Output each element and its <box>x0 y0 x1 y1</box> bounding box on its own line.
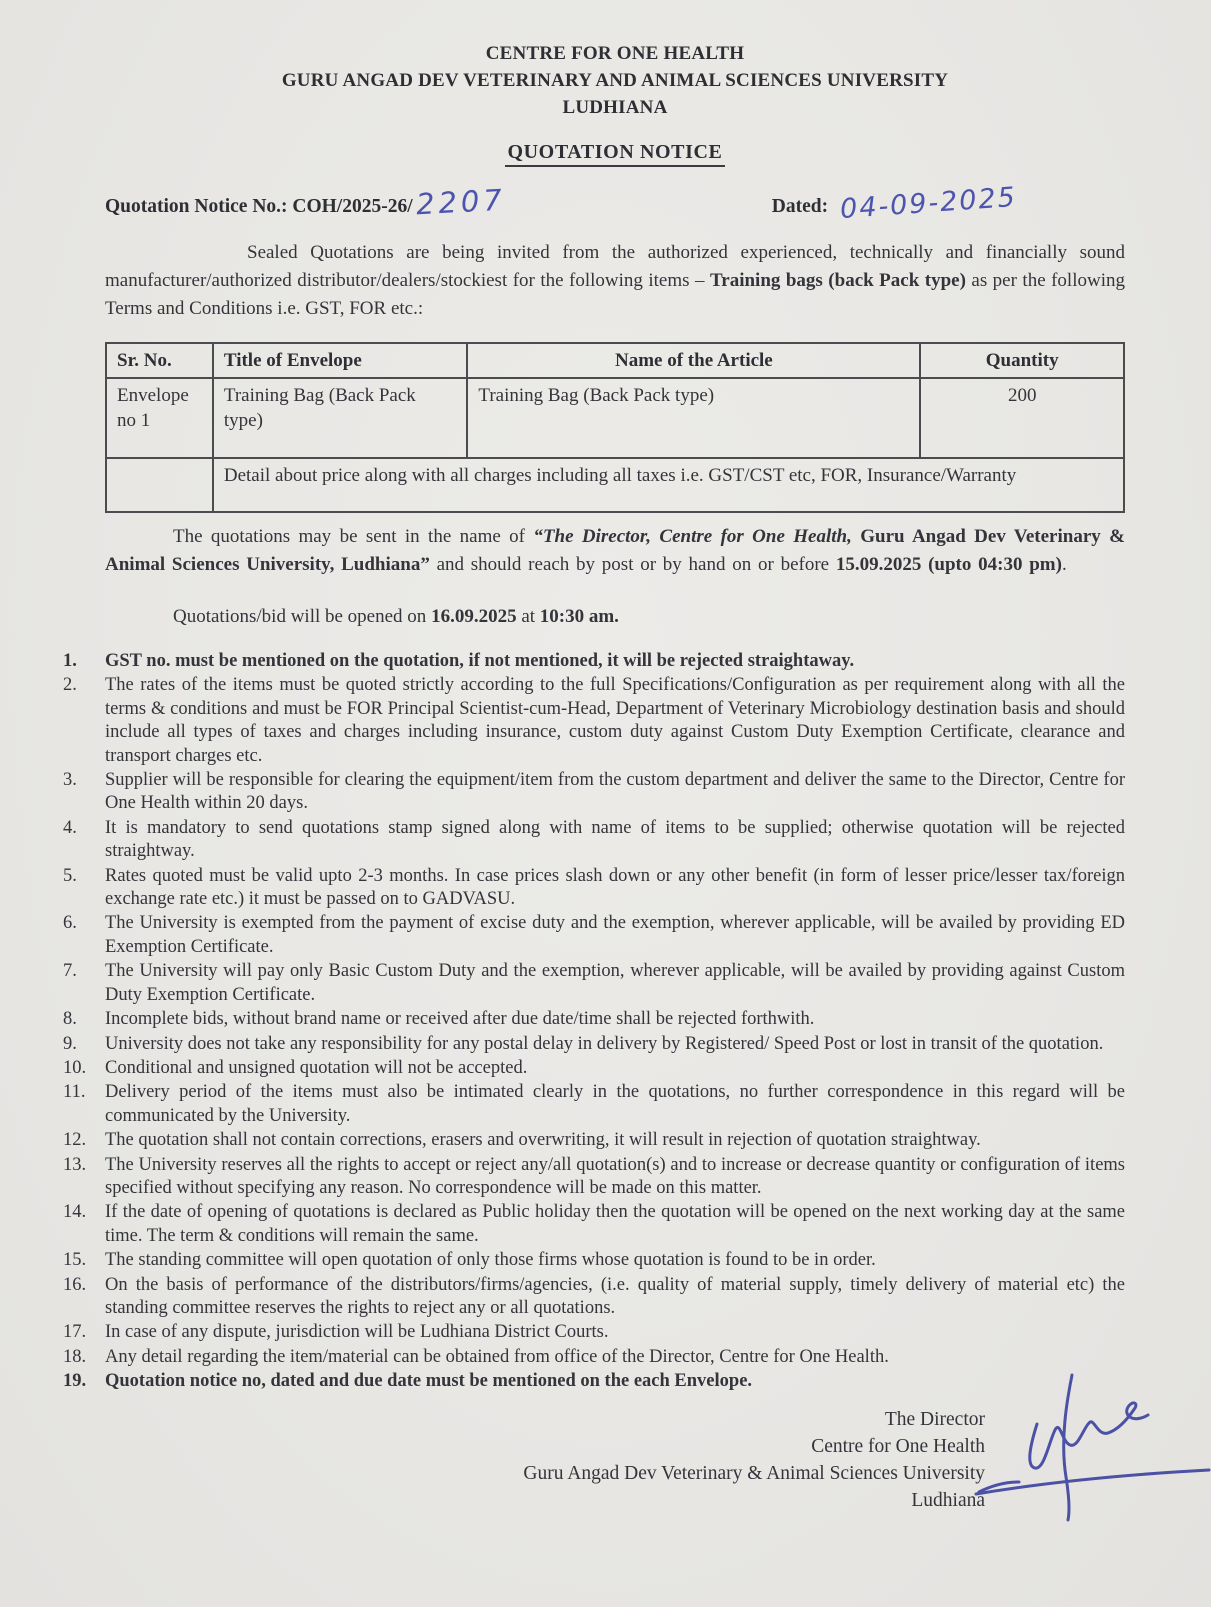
term-item: Any detail regarding the item/material can be obtained from office of the Director, Centre for One Health. <box>105 1346 889 1367</box>
org-city: LUDHIANA <box>562 97 668 118</box>
term-item: On the basis of performance of the distributors/firms/agencies, (i.e. quality of material supply, timely delivery of material etc) the standing committee reserves the rights to reject any or all quotations. <box>105 1274 1125 1318</box>
dated-label: Dated: <box>771 196 829 217</box>
document-title: QUOTATION NOTICE <box>505 141 724 167</box>
term-item: Delivery period of the items must also be intimated clearly in the quotations, no further correspondence in this regard will be communicated by the University. <box>105 1082 1125 1126</box>
dated-handwritten: 04-09-2025 <box>839 181 1018 226</box>
signature-block <box>105 1406 1125 1514</box>
cell-article: Training Bag (Back Pack type) <box>467 378 920 458</box>
term-item: Quotation notice no, dated and due date must be mentioned on the each Envelope. <box>105 1371 753 1392</box>
term-item: The standing committee will open quotation of only those firms whose quotation is found to be in order. <box>105 1250 876 1271</box>
cell-envelope-title: Training Bag (Back Pack type) <box>213 378 468 458</box>
term-item: GST no. must be mentioned on the quotation, if not mentioned, it will be rejected straightaway. <box>105 651 855 671</box>
term-item: The rates of the items must be quoted strictly according to the full Specifications/Configuration as per requirement along with all the terms & conditions and must be FOR Principal Scientist-cum-Head, Department of Veterinary Microbiology destination basis and should include all types of taxes and charges including insurance, custom duty against Custom Duty Exemption Certificate, clearance and transport charges etc. <box>105 675 1125 766</box>
notice-number-group <box>105 182 507 222</box>
cell-sr-no: Envelope no 1 <box>106 378 213 458</box>
university-name: GURU ANGAD DEV VETERINARY AND ANIMAL SCIENCES UNIVERSITY <box>281 70 949 91</box>
table-row <box>106 458 1124 512</box>
notice-number-handwritten: 2207 <box>414 182 507 222</box>
term-item: The University is exempted from the payment of excise duty and the exemption, wherever applicable, will be availed by providing ED Exemption Certificate. <box>105 913 1125 957</box>
send-instructions-paragraph: The quotations may be sent in the name of “The Director, Centre for One Health, Guru Angad Dev Veterinary & Animal Sciences University, Ludhiana” and should reach by post or by hand on or before 15.09.2025 (upto 04:30 pm). <box>105 526 1125 575</box>
cell-sr-empty <box>106 458 213 512</box>
term-item: Incomplete bids, without brand name or received after due date/time shall be rejected forthwith. <box>105 1009 815 1030</box>
table-header-row <box>106 343 1124 378</box>
term-item: University does not take any responsibility for any postal delay in delivery by Registered/ Speed Post or lost in transit of the quotation. <box>105 1033 1104 1054</box>
intro-paragraph: Sealed Quotations are being invited from the authorized experienced, technically and financially sound manufacturer/authorized distributor/dealers/stockiest for the following items – Training bags (back Pack type) as per the following Terms and Conditions i.e. GST, FOR etc.: <box>105 242 1125 319</box>
dated-group <box>771 181 1018 226</box>
term-item: The University reserves all the rights to accept or reject any/all quotation(s) and to increase or decrease quantity or configuration of items specified without specifying any reason. No correspondence will be made on this matter. <box>105 1154 1125 1198</box>
reference-row <box>105 181 1125 226</box>
term-item: In case of any dispute, jurisdiction will be Ludhiana District Courts. <box>105 1322 609 1343</box>
term-item: Conditional and unsigned quotation will not be accepted. <box>105 1057 528 1078</box>
opening-paragraph: Quotations/bid will be opened on 16.09.2025 at 10:30 am. <box>173 606 619 627</box>
signatory-title: The Director <box>884 1408 985 1430</box>
term-item: Rates quoted must be valid upto 2-3 months. In case prices slash down or any other benefit (in form of lesser price/lesser tax/foreign exchange rate etc.) it must be passed on to GADVASU. <box>105 865 1125 910</box>
term-item: If the date of opening of quotations is declared as Public holiday then the quotation will be opened on the next working day at the same time. The term & conditions will remain the same. <box>105 1202 1125 1246</box>
col-quantity: Quantity <box>920 343 1124 378</box>
cell-quantity: 200 <box>920 378 1124 458</box>
signatory-university: Guru Angad Dev Veterinary & Animal Sciences University <box>523 1462 985 1484</box>
col-sr-no: Sr. No. <box>106 343 213 378</box>
term-item: The University will pay only Basic Custom Duty and the exemption, wherever applicable, will be availed by providing against Custom Duty Exemption Certificate. <box>105 961 1125 1005</box>
letterhead <box>105 40 1125 121</box>
cell-price-detail: Detail about price along with all charges including all taxes i.e. GST/CST etc, FOR, Insurance/Warranty <box>213 458 1124 512</box>
col-title-envelope: Title of Envelope <box>213 343 468 378</box>
notice-number-label: Quotation Notice No.: COH/2025-26/ <box>105 196 413 217</box>
signatory-city: Ludhiana <box>911 1489 985 1511</box>
table-row <box>106 378 1124 458</box>
term-item: The quotation shall not contain corrections, erasers and overwriting, it will result in rejection of quotation straightway. <box>105 1130 981 1151</box>
document-title-wrap <box>105 141 1125 167</box>
term-item: It is mandatory to send quotations stamp signed along with name of items to be supplied; otherwise quotation will be rejected straightway. <box>105 817 1125 862</box>
terms-and-conditions-list <box>57 650 1125 1394</box>
items-table <box>105 342 1125 513</box>
org-name: CENTRE FOR ONE HEALTH <box>485 43 745 64</box>
col-article-name: Name of the Article <box>467 343 920 378</box>
signatory-office: Centre for One Health <box>811 1435 985 1457</box>
term-item: Supplier will be responsible for clearing the equipment/item from the custom department and deliver the same to the Director, Centre for One Health within 20 days. <box>105 770 1125 814</box>
